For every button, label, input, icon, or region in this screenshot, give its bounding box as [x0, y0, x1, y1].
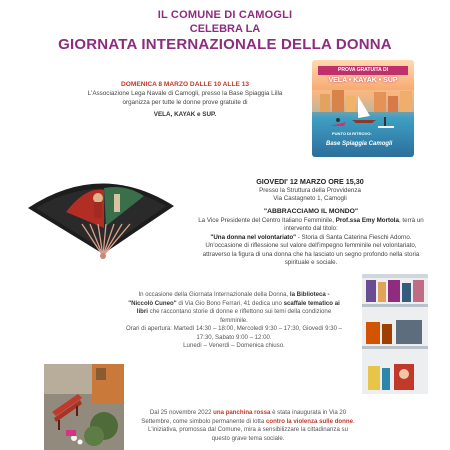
bench-text: Dal 25 novembre 2022 [149, 409, 214, 416]
bench-violence: contro la violenza sulle donne [265, 417, 353, 425]
page-title: GIORNATA INTERNAZIONALE DELLA DONNA [58, 36, 392, 53]
bench-section [118, 409, 378, 443]
library-name: la Biblioteca - [289, 291, 330, 298]
library-line [110, 300, 358, 309]
bench-text: Settembre, come simbolo permanente di lotta [141, 417, 266, 425]
sailing-poster-image [312, 60, 414, 157]
talk-line: attraverso la figura di una donna che ha lasciato un segno profondo nella storia [202, 250, 420, 258]
bench-line: questo grave tema sociale. [211, 434, 285, 442]
event-sailing-line: organizza per tutte le donne prove gratuite di [122, 99, 248, 106]
poster-meeting-label: PUNTO DI RITROVO: [332, 131, 372, 136]
talk-line [180, 234, 442, 243]
bench-text: . [352, 417, 355, 425]
talk-heading: "ABBRACCIAMO IL MONDO" [263, 208, 359, 215]
library-line: femminile. [220, 316, 248, 324]
event-talk-venue: Presso la Struttura della Provvidenza [259, 186, 361, 194]
talk-line: Un'occasione di riflessione sul valore dell'impegno femminile nel volontariato, [205, 242, 417, 249]
header-line-1: IL COMUNE DI CAMOGLI [157, 9, 293, 21]
talk-line [180, 217, 442, 226]
event-talk [200, 178, 420, 204]
library-closed: Lunedì – Venerdì – Domenica chiuso. [183, 342, 285, 349]
library-section [110, 291, 358, 351]
talk-text: - Storia di Santa Caterina Fieschi Adorno. [296, 233, 412, 241]
library-line [110, 308, 358, 317]
library-shelf: scaffale tematico ai [283, 299, 340, 307]
library-books: libri [136, 308, 148, 315]
poster-place: Base Spiaggia Camogli [326, 141, 393, 147]
talk-speaker: Prof.ssa Emy Mortola [335, 216, 399, 224]
library-hours: Orari di apertura: Martedì 14:30 – 18:00, Mercoledì 9:30 – 17:30, Giovedì 9:30 – [125, 325, 343, 332]
bookshelf-photo [362, 274, 428, 394]
talk-line: spirituale e sociale. [284, 259, 338, 266]
event-sailing-activities: VELA, KAYAK e SUP. [153, 111, 217, 118]
event-talk-address: Via Castagneto 1, Camogli [273, 195, 347, 202]
talk-title: "Una donna nel volontariato" [210, 233, 297, 241]
event-sailing-line: L'Associazione Lega Navale di Camogli, presso la Base Spiaggia Lilla [87, 90, 283, 97]
bench-line: L'iniziativa, promossa dal Comune, mira a sensibilizzare la cittadinanza su [148, 426, 348, 434]
poster-title: VELA • KAYAK • SUP [328, 77, 398, 84]
talk-text: , terrà un [398, 216, 424, 224]
header-line-2: CELEBRA LA [189, 23, 261, 35]
library-text: In occasione della Giornata Internazionale della Donna, [138, 291, 290, 298]
poster-banner: PROVA GRATUITA DI [318, 66, 408, 75]
library-text: che raccontano storie di donne e riflettono sui temi della condizione [147, 308, 332, 315]
bench-text: è stata inaugurata in Via 20 [270, 409, 347, 416]
event-sailing [60, 80, 310, 119]
bench-red-bench: una panchina rossa [213, 409, 271, 416]
library-hours: 17:30, Sabato 9:00 – 12:00. [196, 333, 272, 341]
event-talk-heading: GIOVEDI' 12 MARZO ORE 15,30 [256, 177, 364, 186]
library-line [110, 291, 358, 300]
talk-line: intervento dal titolo: [284, 225, 338, 232]
hand-fan-image [26, 168, 176, 268]
red-bench-photo [44, 364, 124, 450]
event-sailing-heading: DOMENICA 8 MARZO DALLE 10 ALLE 13 [120, 81, 250, 88]
talk-text: La Vice Presidente del Centro Italiano Femminile, [198, 216, 336, 224]
talk-description [180, 208, 442, 268]
bench-line [118, 409, 378, 418]
library-name-2: "Niccolò Cuneo" [128, 299, 177, 307]
library-text: di Via Gio Bono Ferrari, 41 dedica uno [176, 299, 284, 307]
bench-line [118, 418, 378, 427]
